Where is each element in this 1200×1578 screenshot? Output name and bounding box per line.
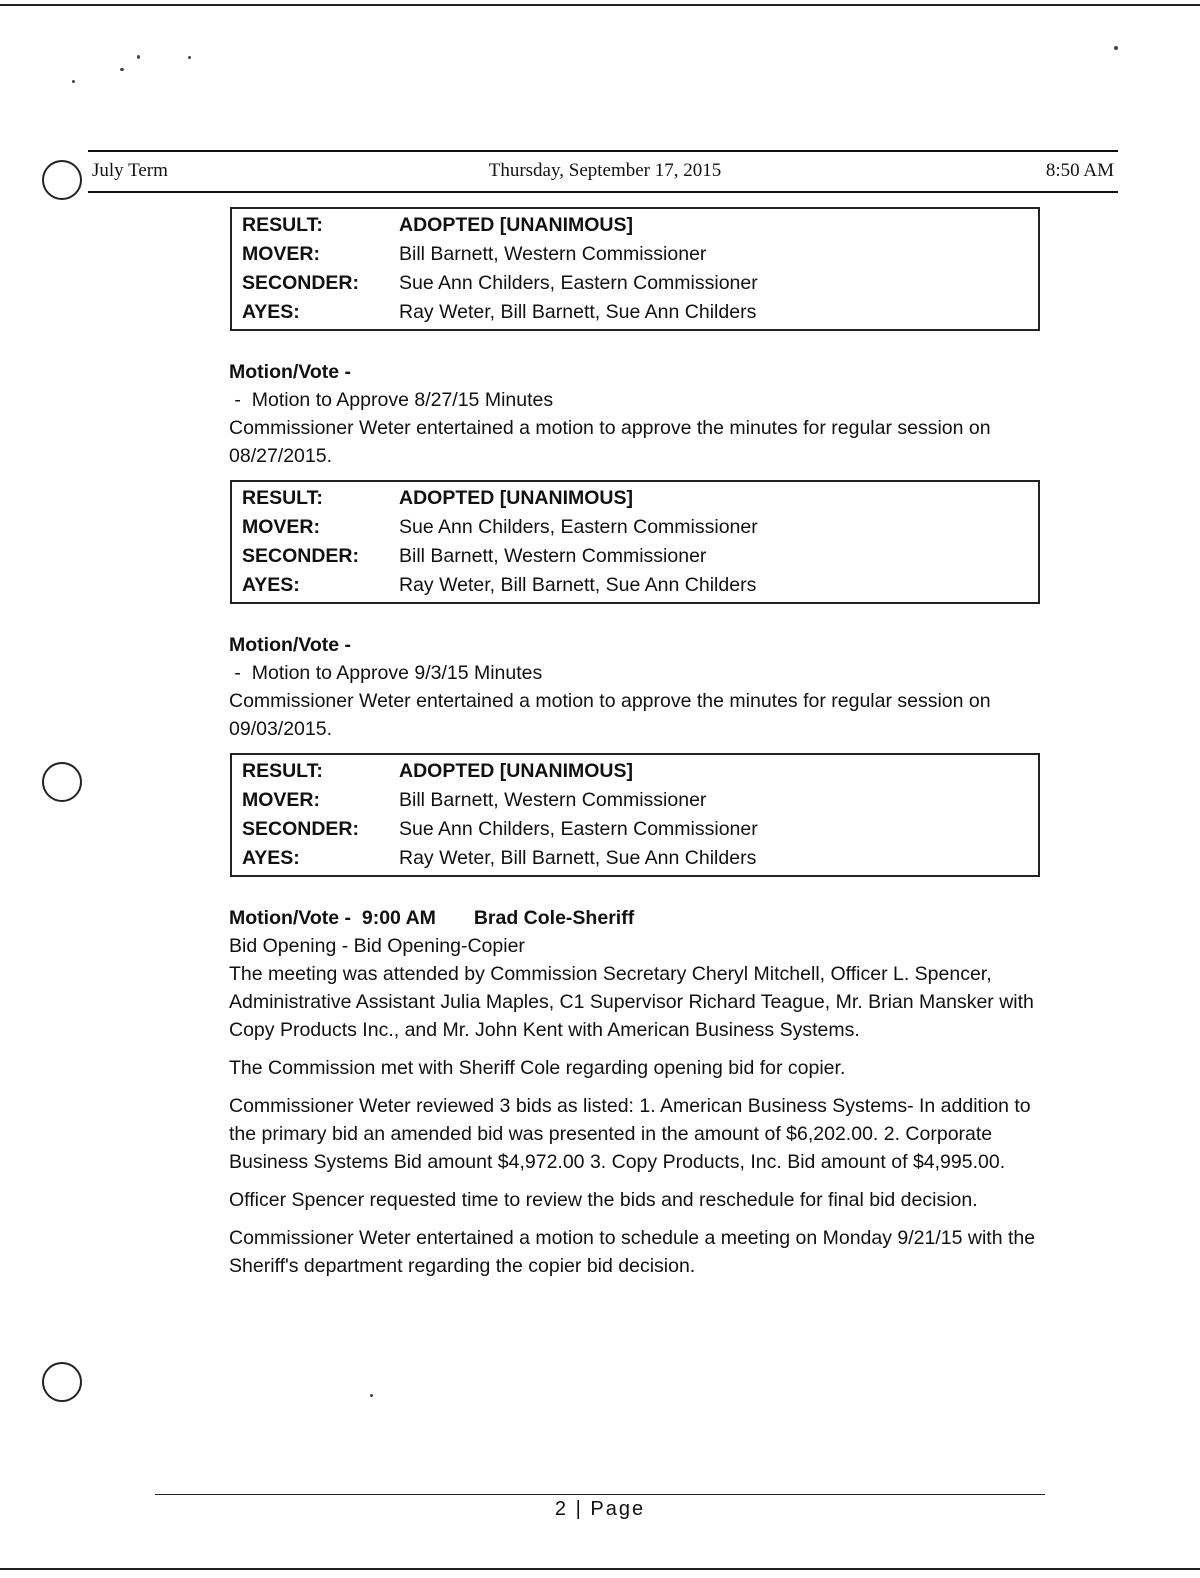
mover-label: MOVER: [242, 789, 320, 811]
result-value: ADOPTED [UNANIMOUS] [399, 214, 633, 236]
mover-label: MOVER: [242, 243, 320, 265]
seconder-label: SECONDER: [242, 272, 360, 294]
motion-section-3 [229, 631, 1049, 743]
punch-hole-middle [42, 762, 82, 802]
vote-row-seconder [242, 815, 1038, 844]
motion-item: Bid Opening - Bid Opening-Copier [229, 935, 525, 957]
page-number: 2 | Page [554, 1498, 646, 1520]
mover-value: Sue Ann Childers, Eastern Commissioner [399, 516, 758, 538]
vote-row-ayes [242, 298, 1038, 327]
ayes-value: Ray Weter, Bill Barnett, Sue Ann Childers [399, 847, 757, 869]
scan-top-edge [0, 4, 1200, 6]
vote-result-box-3 [230, 753, 1040, 877]
motion-item: - Motion to Approve 8/27/15 Minutes [229, 389, 554, 411]
review-request-paragraph: Officer Spencer requested time to review the bids and reschedule for final bid decision. [229, 1189, 978, 1211]
attendance-paragraph: The meeting was attended by Commission Secretary Cheryl Mitchell, Officer L. Spencer, Administrative Assistant Julia Maples, C1 Supervisor Richard Teague, Mr. Brian Mansker with Copy Products Inc., and Mr. John Kent with American Business Systems. [229, 963, 1034, 1041]
scan-speck [137, 55, 140, 59]
vote-row-mover [242, 240, 1038, 269]
mover-value: Bill Barnett, Western Commissioner [399, 789, 707, 811]
header-time: 8:50 AM [1045, 160, 1114, 181]
mover-value: Bill Barnett, Western Commissioner [399, 243, 707, 265]
motion-section-2 [229, 358, 1049, 470]
vote-row-ayes [242, 571, 1038, 600]
seconder-value: Bill Barnett, Western Commissioner [399, 545, 707, 567]
bids-paragraph: Commissioner Weter reviewed 3 bids as listed: 1. American Business Systems- In addition to the primary bid an amended bid was presented in the amount of $6,202.00. 2. Corporate Business Systems Bid amount $4,972.00 3. Copy Products, Inc. Bid amount of $4,995.00. [229, 1095, 1031, 1173]
motion-heading: Motion/Vote - 9:00 AM Brad Cole-Sheriff [229, 907, 635, 929]
punch-hole-bottom [42, 1362, 82, 1402]
motion-text: Commissioner Weter entertained a motion to approve the minutes for regular session on 08/27/2015. [229, 417, 991, 467]
meeting-paragraph: The Commission met with Sheriff Cole regarding opening bid for copier. [229, 1057, 846, 1079]
scan-speck [370, 1394, 373, 1397]
vote-row-seconder [242, 269, 1038, 298]
result-value: ADOPTED [UNANIMOUS] [399, 487, 633, 509]
vote-row-result [242, 211, 1038, 240]
ayes-label: AYES: [242, 847, 300, 869]
result-value: ADOPTED [UNANIMOUS] [399, 760, 633, 782]
motion-heading: Motion/Vote - [229, 361, 352, 383]
header-rule-top [88, 150, 1118, 152]
scan-speck [1114, 46, 1118, 50]
vote-result-box-2 [230, 480, 1040, 604]
ayes-value: Ray Weter, Bill Barnett, Sue Ann Childers [399, 574, 757, 596]
vote-row-mover [242, 786, 1038, 815]
result-label: RESULT: [242, 214, 323, 236]
scan-speck [120, 68, 124, 71]
header-term: July Term [92, 160, 168, 181]
ayes-value: Ray Weter, Bill Barnett, Sue Ann Childers [399, 301, 757, 323]
seconder-label: SECONDER: [242, 818, 360, 840]
result-label: RESULT: [242, 760, 323, 782]
scan-speck [72, 80, 75, 83]
vote-row-result [242, 757, 1038, 786]
ayes-label: AYES: [242, 301, 300, 323]
schedule-motion-paragraph: Commissioner Weter entertained a motion to schedule a meeting on Monday 9/21/15 with the Sheriff's department regarding the copier bid decision. [229, 1227, 1036, 1277]
vote-row-ayes [242, 844, 1038, 873]
scan-bottom-edge [0, 1568, 1200, 1570]
vote-row-seconder [242, 542, 1038, 571]
header-date: Thursday, September 17, 2015 [488, 160, 722, 181]
seconder-label: SECONDER: [242, 545, 360, 567]
seconder-value: Sue Ann Childers, Eastern Commissioner [399, 272, 758, 294]
motion-item: - Motion to Approve 9/3/15 Minutes [229, 662, 543, 684]
motion-heading: Motion/Vote - [229, 634, 352, 656]
vote-row-result [242, 484, 1038, 513]
motion-section-4 [229, 904, 1049, 1280]
vote-result-box-1 [230, 207, 1040, 331]
motion-text: Commissioner Weter entertained a motion to approve the minutes for regular session on 09/03/2015. [229, 690, 991, 740]
scan-speck [188, 56, 191, 59]
mover-label: MOVER: [242, 516, 320, 538]
vote-row-mover [242, 513, 1038, 542]
footer-rule [155, 1494, 1045, 1495]
seconder-value: Sue Ann Childers, Eastern Commissioner [399, 818, 758, 840]
result-label: RESULT: [242, 487, 323, 509]
header-rule-bottom [88, 191, 1118, 193]
ayes-label: AYES: [242, 574, 300, 596]
